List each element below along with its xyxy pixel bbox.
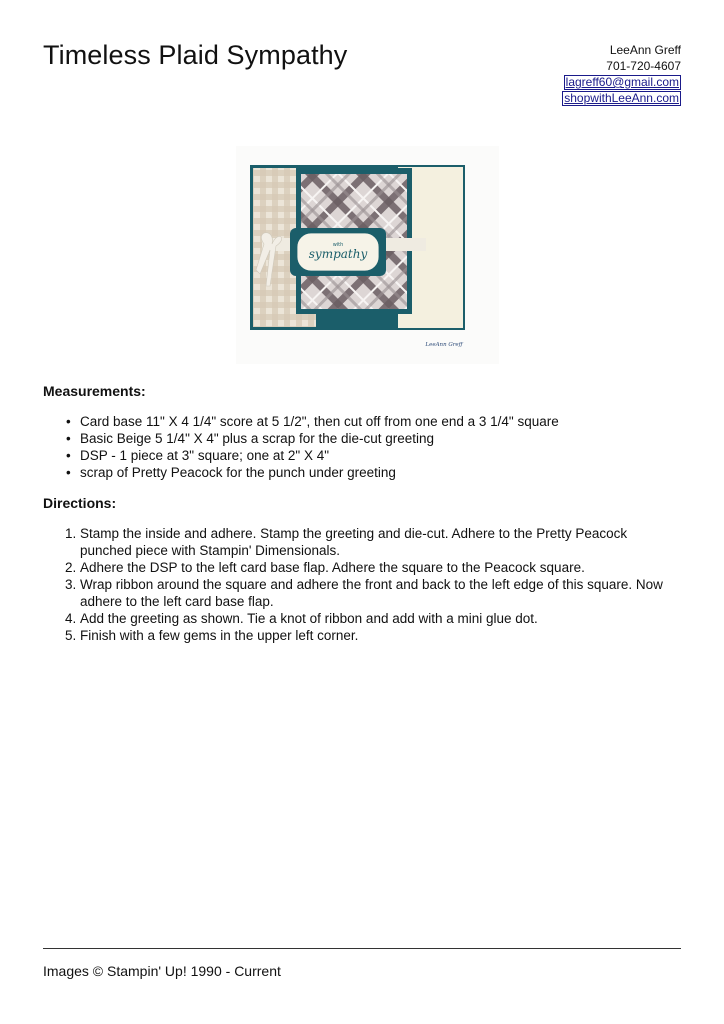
card-illustration bbox=[236, 146, 499, 364]
directions-heading: Directions: bbox=[43, 495, 117, 511]
footer-copyright: Images © Stampin' Up! 1990 - Current bbox=[43, 963, 281, 979]
list-item: 2. Adhere the DSP to the left card base flap. Adhere the square to the Peacock square. bbox=[80, 559, 680, 576]
measurements-list bbox=[60, 413, 700, 481]
list-item: 3. Wrap ribbon around the square and adhere the front and back to the left edge of this square. Now adhere to the left card base flap. bbox=[80, 576, 680, 610]
page-title: Timeless Plaid Sympathy bbox=[43, 40, 348, 70]
card-photo bbox=[236, 146, 499, 364]
greeting-script: sympathy bbox=[308, 247, 368, 261]
list-item: • Card base 11" X 4 1/4" score at 5 1/2", then cut off from one end a 3 1/4" square bbox=[80, 413, 700, 430]
list-item: 5. Finish with a few gems in the upper left corner. bbox=[80, 627, 680, 644]
greeting-small: with bbox=[332, 242, 344, 248]
list-item: 1. Stamp the inside and adhere. Stamp the greeting and die-cut. Adhere to the Pretty Peacock punched piece with Stampin' Dimensionals. bbox=[80, 525, 680, 559]
contact-block bbox=[562, 42, 681, 106]
list-item: • Basic Beige 5 1/4" X 4" plus a scrap for the die-cut greeting bbox=[80, 430, 700, 447]
measurements-heading: Measurements: bbox=[43, 383, 146, 399]
list-item: • scrap of Pretty Peacock for the punch under greeting bbox=[80, 464, 700, 481]
list-item: 4. Add the greeting as shown. Tie a knot of ribbon and add with a mini glue dot. bbox=[80, 610, 680, 627]
footer-divider bbox=[43, 948, 681, 949]
contact-phone: 701-720-4607 bbox=[606, 59, 681, 73]
photo-signature: LeeAnn Greff bbox=[425, 342, 463, 348]
website-link[interactable]: shopwithLeeAnn.com bbox=[564, 91, 679, 105]
contact-name: LeeAnn Greff bbox=[609, 43, 681, 57]
email-link[interactable]: lagreff60@gmail.com bbox=[565, 75, 679, 89]
directions-list bbox=[60, 525, 680, 644]
list-item: • DSP - 1 piece at 3" square; one at 2" X 4" bbox=[80, 447, 700, 464]
